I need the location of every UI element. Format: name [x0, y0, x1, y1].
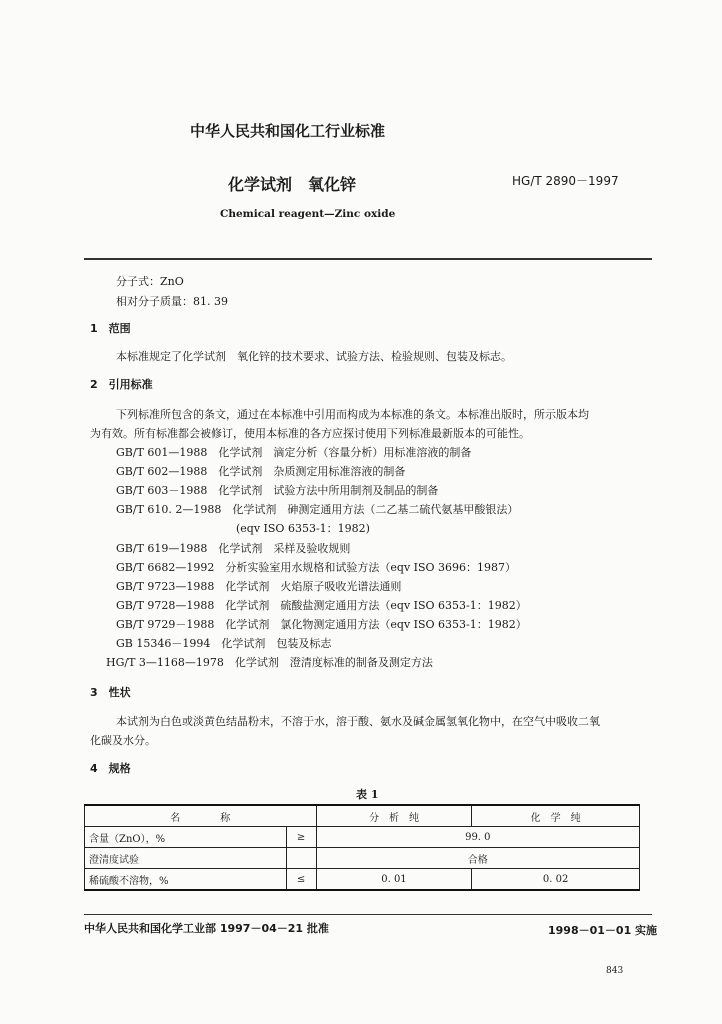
section-2-heading: 2 引用标准: [90, 378, 153, 391]
reference-item: GB/T 9729－1988 化学试剂 氯化物测定通用方法（eqv ISO 6353-1：1982）: [116, 618, 527, 631]
section-3-body-line-2: 化碳及水分。: [90, 734, 156, 747]
table-cell-name: 稀硫酸不溶物，%: [85, 869, 287, 891]
table-header-chemical-grade: 化 学 纯: [472, 805, 640, 827]
header-rule: [84, 258, 652, 260]
section-2-intro-line-2: 为有效。所有标准都会被修订，使用本标准的各方应探讨使用下列标准最新版本的可能性。: [90, 427, 530, 440]
reference-item: GB/T 602—1988 化学试剂 杂质测定用标准溶液的制备: [116, 465, 406, 478]
table-caption: 表 1: [356, 788, 379, 801]
table-cell-name: 含量（ZnO），%: [85, 827, 287, 848]
table-cell-analytical-value: 0. 01: [316, 869, 472, 891]
table-cell-value: 99. 0: [316, 827, 639, 848]
org-title: 中华人民共和国化工行业标准: [190, 122, 386, 140]
section-2-intro-line-1: 下列标准所包含的条文，通过在本标准中引用而构成为本标准的条文。本标准出版时，所示版本均: [116, 408, 589, 421]
effective-date: 1998－01－01 实施: [548, 924, 658, 937]
reference-item: GB/T 603－1988 化学试剂 试验方法中所用制剂及制品的制备: [116, 484, 439, 497]
table-cell-value: 合格: [316, 848, 639, 869]
table-cell-symbol: [286, 848, 316, 869]
table-cell-symbol: ≤: [286, 869, 316, 891]
section-3-heading: 3 性状: [90, 686, 131, 699]
molecular-formula: 分子式：ZnO: [116, 275, 184, 288]
table-header-row: [85, 805, 640, 827]
reference-item: GB/T 9723—1988 化学试剂 火焰原子吸收光谱法通则: [116, 580, 402, 593]
reference-item: GB/T 601—1988 化学试剂 滴定分析（容量分析）用标准溶液的制备: [116, 446, 472, 459]
footer-rule: [84, 914, 652, 915]
approval-date: 中华人民共和国化学工业部 1997－04－21 批准: [84, 922, 329, 935]
section-1-body: 本标准规定了化学试剂 氧化锌的技术要求、试验方法、检验规则、包装及标志。: [116, 350, 512, 363]
section-4-heading: 4 规格: [90, 762, 131, 775]
table-row: [85, 869, 640, 891]
page-title: 化学试剂 氧化锌: [228, 175, 357, 194]
spec-table: [84, 804, 640, 891]
english-title: Chemical reagent—Zinc oxide: [220, 208, 396, 220]
molecular-mass: 相对分子质量：81. 39: [116, 295, 228, 308]
table-cell-name: 澄清度试验: [85, 848, 287, 869]
reference-item: GB/T 6682—1992 分析实验室用水规格和试验方法（eqv ISO 3696：1987）: [116, 561, 517, 574]
table-row: [85, 827, 640, 848]
page-number: 843: [606, 966, 624, 976]
table-cell-chemical-value: 0. 02: [472, 869, 640, 891]
reference-item-continuation: (eqv ISO 6353-1：1982): [236, 522, 370, 535]
reference-item: GB/T 9728—1988 化学试剂 硫酸盐测定通用方法（eqv ISO 6353-1：1982）: [116, 599, 527, 612]
reference-item: GB 15346－1994 化学试剂 包装及标志: [116, 637, 332, 650]
table-header-name: 名 称: [85, 805, 317, 827]
reference-item: GB/T 619—1988 化学试剂 采样及验收规则: [116, 542, 351, 555]
reference-item: HG/T 3—1168—1978 化学试剂 澄清度标准的制备及测定方法: [106, 656, 433, 669]
table-cell-symbol: ≥: [286, 827, 316, 848]
reference-item: GB/T 610. 2—1988 化学试剂 砷测定通用方法（二乙基二硫代氨基甲酸银法）: [116, 503, 519, 516]
table-row: [85, 848, 640, 869]
section-1-heading: 1 范围: [90, 322, 131, 335]
standard-number: HG/T 2890－1997: [512, 174, 619, 188]
table-header-analytical-grade: 分 析 纯: [316, 805, 472, 827]
section-3-body-line-1: 本试剂为白色或淡黄色结晶粉末，不溶于水，溶于酸、氨水及碱金属氢氧化物中，在空气中吸收二氧: [116, 715, 600, 728]
